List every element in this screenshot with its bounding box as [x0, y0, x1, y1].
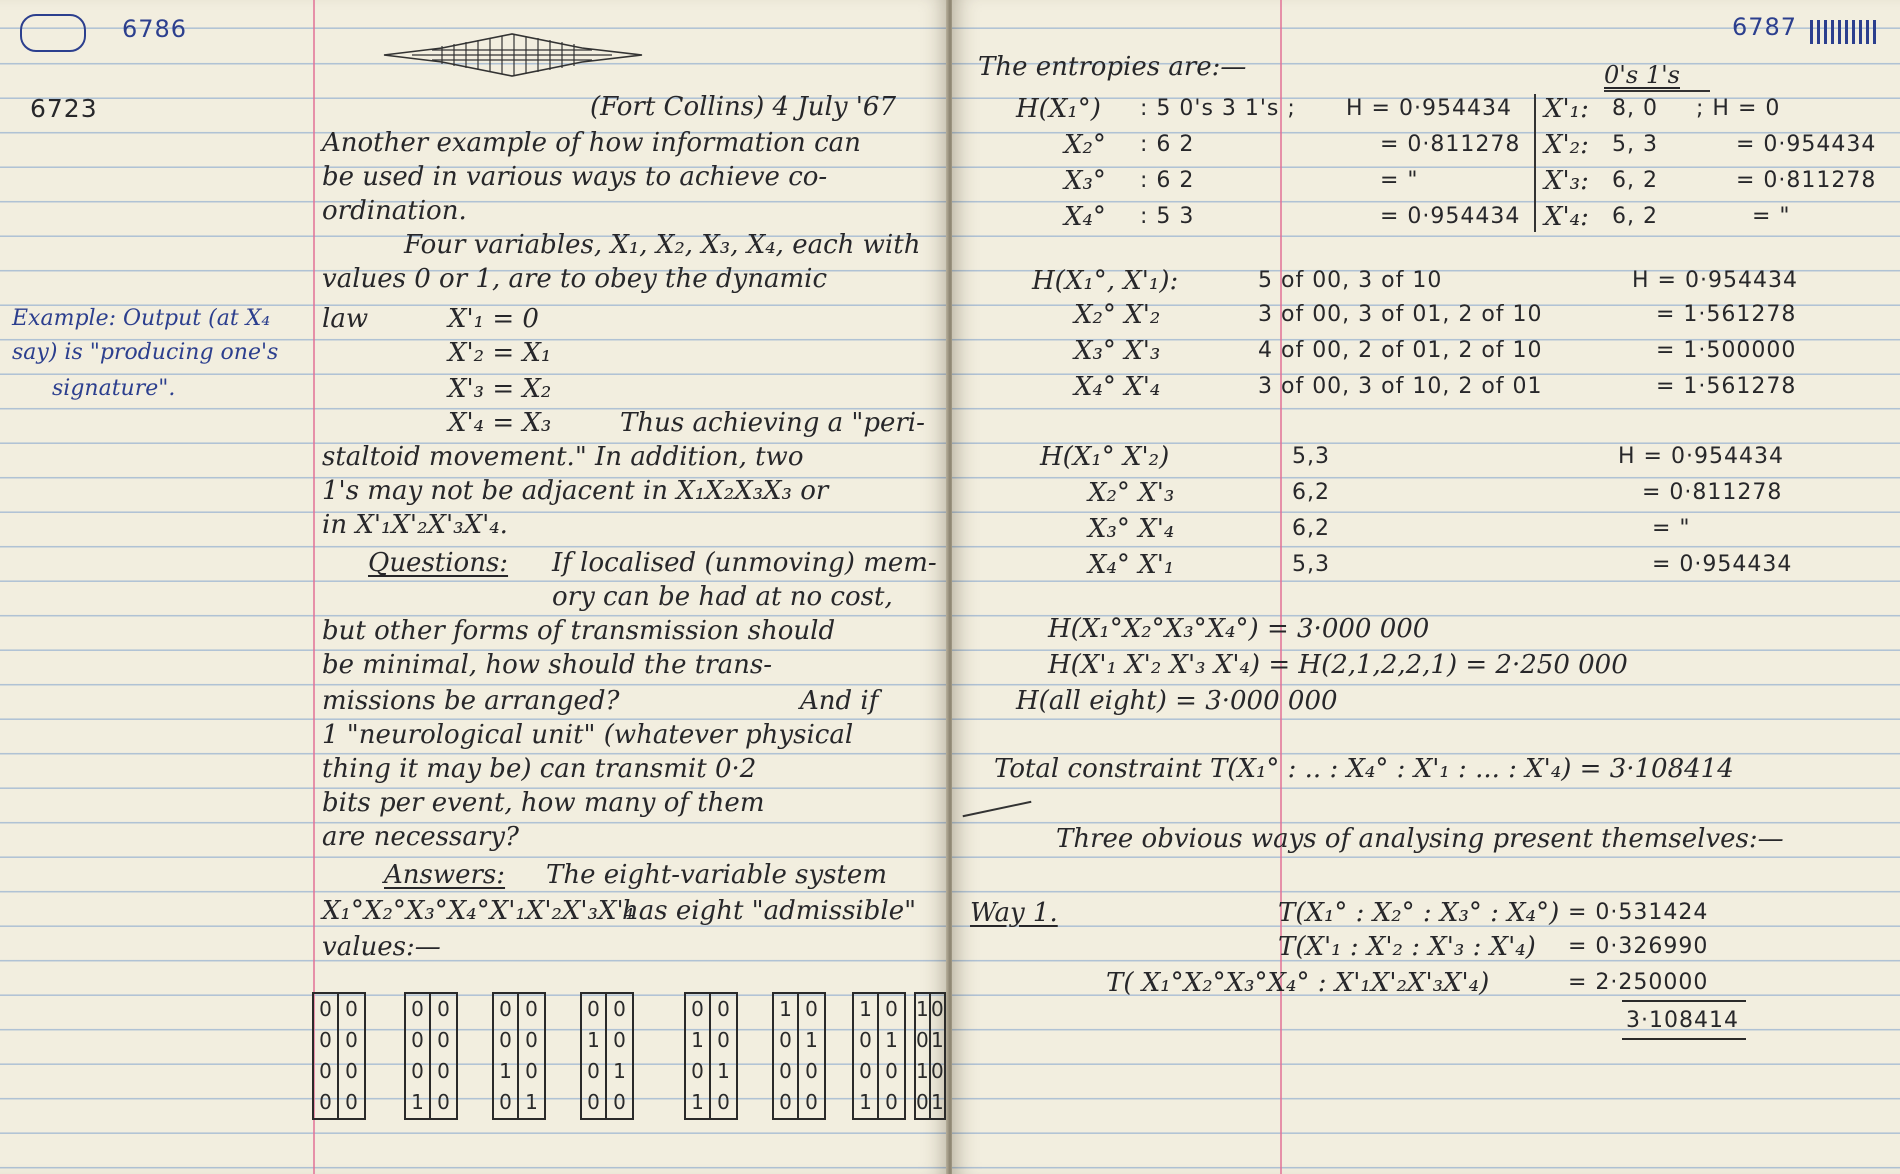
joint-entropy: H(X'₁ X'₂ X'₃ X'₄) = H(2,1,2,2,1) = 2·250 000: [1048, 650, 1628, 680]
table-cell: 0: [717, 997, 730, 1021]
table-cell: 0: [525, 1059, 538, 1083]
column-divider: [1534, 94, 1536, 232]
cross-counts: 6,2: [1292, 480, 1330, 505]
ink-stamp-icon: [20, 14, 86, 52]
left-page: [0, 0, 948, 1174]
table-cell: 0: [885, 1090, 898, 1114]
table-cell: 0: [717, 1090, 730, 1114]
table-cell: 0: [854, 1056, 879, 1087]
page-number: 6786: [122, 15, 188, 43]
table-cell: 0: [717, 1028, 730, 1052]
entropy-value: = 0·954434: [1736, 132, 1877, 157]
admissible-table: [404, 992, 458, 1120]
body-line: in X'₁X'₂X'₃X'₄.: [322, 510, 508, 540]
body-line: be used in various ways to achieve co-: [322, 162, 828, 192]
admissible-table: [772, 992, 826, 1120]
page-number: 6787: [1732, 13, 1798, 41]
table-cell: 0: [494, 1087, 519, 1118]
equation: X'₄ = X₃: [448, 408, 552, 438]
table-cell: 0: [885, 1059, 898, 1083]
table-cell: 0: [314, 1025, 339, 1056]
table-cell: 1: [686, 1025, 711, 1056]
body-line: bits per event, how many of them: [322, 788, 765, 818]
table-cell: 0: [582, 1056, 607, 1087]
body-line: missions be arranged?: [322, 686, 620, 716]
pair-desc: 3 of 00, 3 of 10, 2 of 01: [1258, 374, 1543, 399]
table-cell: 1: [916, 1056, 931, 1087]
cross-var: H(X₁° X'₂): [1040, 442, 1170, 472]
table-cell: 0: [406, 994, 431, 1025]
cross-entropy: H = 0·954434: [1618, 444, 1784, 469]
entropy-var: X₃°: [1064, 166, 1106, 196]
pair-var: H(X₁°, X'₁):: [1032, 266, 1179, 296]
entropy-var: X₄°: [1064, 202, 1106, 232]
table-cell: 0: [437, 997, 450, 1021]
cross-counts: 5,3: [1292, 444, 1330, 469]
cross-entropy: = 0·954434: [1652, 552, 1793, 577]
table-cell: 0: [525, 1028, 538, 1052]
entropy-var: X'₂:: [1544, 130, 1589, 160]
body-line: values:—: [322, 932, 441, 962]
body-line: ory can be had at no cost,: [552, 582, 893, 612]
table-cell: 0: [854, 1025, 879, 1056]
table-cell: 1: [686, 1087, 711, 1118]
total-constraint: Total constraint T(X₁° : .. : X₄° : X'₁ : ... : X'₄) = 3·108414: [994, 754, 1734, 784]
body-line: Thus achieving a "peri-: [620, 408, 925, 438]
table-cell: 0: [314, 1056, 339, 1087]
way-value: = 0·326990: [1568, 934, 1709, 959]
cross-counts: 5,3: [1292, 552, 1330, 577]
entropy-value: = 0·811278: [1736, 168, 1877, 193]
equation: X'₁ = 0: [448, 304, 539, 334]
intro-line: The entropies are:—: [978, 52, 1247, 82]
table-cell: 0: [437, 1059, 450, 1083]
table-cell: 1: [931, 1028, 944, 1052]
body-line: 1 "neurological unit" (whatever physical: [322, 720, 854, 750]
table-cell: 0: [885, 997, 898, 1021]
cross-counts: 6,2: [1292, 516, 1330, 541]
entropy-var: X₂°: [1064, 130, 1106, 160]
admissible-table: [312, 992, 366, 1120]
pair-var: X₄° X'₄: [1074, 372, 1161, 402]
way-expression: T(X'₁ : X'₂ : X'₃ : X'₄): [1278, 932, 1536, 962]
pair-entropy: = 1·500000: [1656, 338, 1797, 363]
admissible-table: [914, 992, 946, 1120]
body-line: staltoid movement." In addition, two: [322, 442, 804, 472]
entropy-counts: 5, 3: [1612, 132, 1658, 157]
cross-entropy: = ": [1652, 516, 1691, 541]
table-cell: 0: [931, 997, 944, 1021]
column-header-rule: [1604, 90, 1710, 92]
table-cell: 0: [406, 1025, 431, 1056]
entropy-counts: 8, 0: [1612, 96, 1658, 121]
admissible-table: [580, 992, 634, 1120]
sum-rule: [1622, 1000, 1746, 1002]
entropy-counts: : 5 0's 3 1's ;: [1140, 96, 1296, 121]
table-cell: 1: [931, 1090, 944, 1114]
table-cell: 0: [686, 1056, 711, 1087]
table-cell: 0: [613, 1090, 626, 1114]
table-cell: 0: [437, 1028, 450, 1052]
body-line: Another example of how information can: [322, 128, 861, 158]
table-cell: 0: [494, 994, 519, 1025]
body-line: law: [322, 304, 369, 334]
table-cell: 1: [774, 994, 799, 1025]
cross-var: X₄° X'₁: [1088, 550, 1175, 580]
table-cell: 1: [916, 994, 931, 1025]
entropy-counts: 6, 2: [1612, 204, 1658, 229]
sum-rule: [1622, 1038, 1746, 1040]
entropy-counts: : 6 2: [1140, 132, 1195, 157]
table-cell: 0: [345, 1028, 358, 1052]
body-line: values 0 or 1, are to obey the dynamic: [322, 264, 828, 294]
body-line: be minimal, how should the trans-: [322, 650, 773, 680]
admissible-table: [852, 992, 906, 1120]
admissible-table: [492, 992, 546, 1120]
body-line: ordination.: [322, 196, 467, 226]
table-cell: 0: [345, 1090, 358, 1114]
equation: X₁°X₂°X₃°X₄°X'₁X'₂X'₃X'₄: [322, 896, 635, 926]
joint-entropy: H(X₁°X₂°X₃°X₄°) = 3·000 000: [1048, 614, 1430, 644]
table-cell: 1: [854, 994, 879, 1025]
cross-entropy: = 0·811278: [1642, 480, 1783, 505]
table-cell: 1: [494, 1056, 519, 1087]
pair-var: X₃° X'₃: [1074, 336, 1161, 366]
margin-note-line: signature".: [52, 376, 176, 401]
entropy-var: X'₁:: [1544, 94, 1589, 124]
table-cell: 0: [931, 1059, 944, 1083]
table-cell: 0: [437, 1090, 450, 1114]
table-cell: 0: [805, 1090, 818, 1114]
table-cell: 0: [582, 1087, 607, 1118]
table-cell: 1: [525, 1090, 538, 1114]
entropy-counts: 6, 2: [1612, 168, 1658, 193]
pair-entropy: H = 0·954434: [1632, 268, 1798, 293]
table-cell: 0: [805, 997, 818, 1021]
questions-heading: Questions:: [368, 548, 509, 578]
way-expression: T(X₁° : X₂° : X₃° : X₄°): [1278, 898, 1560, 928]
body-line: are necessary?: [322, 822, 519, 852]
margin-note-line: Example: Output (at X₄: [12, 306, 271, 331]
pair-entropy: = 1·561278: [1656, 302, 1797, 327]
way-expression: T( X₁°X₂°X₃°X₄° : X'₁X'₂X'₃X'₄): [1106, 968, 1490, 998]
entry-heading: (Fort Collins) 4 July '67: [590, 92, 897, 122]
table-cell: 0: [774, 1025, 799, 1056]
table-cell: 0: [345, 997, 358, 1021]
margin-note-line: say) is "producing one's: [12, 340, 279, 365]
table-cell: 0: [805, 1059, 818, 1083]
body-line: The eight-variable system: [546, 860, 887, 890]
table-cell: 1: [885, 1028, 898, 1052]
body-line: Four variables, X₁, X₂, X₃, X₄, each with: [404, 230, 921, 260]
entropy-counts: : 5 3: [1140, 204, 1195, 229]
entropy-var: X'₄:: [1544, 202, 1589, 232]
cross-var: X₃° X'₄: [1088, 514, 1175, 544]
entropy-var: H(X₁°): [1016, 94, 1101, 124]
body-line: 1's may not be adjacent in X₁X₂X₃X₃ or: [322, 476, 829, 506]
way-value: = 0·531424: [1568, 900, 1709, 925]
pair-var: X₂° X'₂: [1074, 300, 1161, 330]
body-line: thing it may be) can transmit 0·2: [322, 754, 757, 784]
table-cell: 0: [613, 1028, 626, 1052]
body-line: but other forms of transmission should: [322, 616, 836, 646]
pair-entropy: = 1·561278: [1656, 374, 1797, 399]
body-line: has eight "admissible": [622, 896, 917, 926]
pair-desc: 3 of 00, 3 of 01, 2 of 10: [1258, 302, 1543, 327]
table-cell: 0: [525, 997, 538, 1021]
table-cell: 0: [916, 1087, 931, 1118]
way-value: = 2·250000: [1568, 970, 1709, 995]
table-cell: 0: [314, 1087, 339, 1118]
table-cell: 0: [916, 1025, 931, 1056]
admissible-table: [684, 992, 738, 1120]
signature-drawing: [382, 28, 644, 82]
entropy-counts: : 6 2: [1140, 168, 1195, 193]
entropy-value: H = 0·954434: [1346, 96, 1512, 121]
table-cell: 0: [314, 994, 339, 1025]
table-cell: 0: [774, 1087, 799, 1118]
column-header: 0's 1's: [1604, 61, 1680, 89]
table-cell: 0: [613, 997, 626, 1021]
body-line: If localised (unmoving) mem-: [552, 548, 937, 578]
ways-intro: Three obvious ways of analysing present themselves:—: [1056, 824, 1784, 854]
ink-stamp-icon: [1810, 20, 1878, 44]
entropy-value: ; H = 0: [1696, 96, 1781, 121]
pair-desc: 5 of 00, 3 of 10: [1258, 268, 1443, 293]
table-cell: 0: [686, 994, 711, 1025]
table-cell: 1: [582, 1025, 607, 1056]
pen-stroke: [963, 801, 1032, 818]
entropy-var: X'₃:: [1544, 166, 1589, 196]
body-line: And if: [800, 686, 879, 716]
table-cell: 0: [345, 1059, 358, 1083]
table-cell: 0: [406, 1056, 431, 1087]
table-cell: 0: [494, 1025, 519, 1056]
answers-heading: Answers:: [384, 860, 506, 890]
way-total: 3·108414: [1626, 1008, 1739, 1033]
entropy-value: = 0·811278: [1380, 132, 1521, 157]
right-page: [952, 0, 1900, 1174]
table-cell: 1: [613, 1059, 626, 1083]
entropy-value: = ": [1752, 204, 1791, 229]
table-cell: 1: [717, 1059, 730, 1083]
entropy-value: = 0·954434: [1380, 204, 1521, 229]
table-cell: 1: [406, 1087, 431, 1118]
table-cell: 1: [854, 1087, 879, 1118]
equation: X'₂ = X₁: [448, 338, 552, 368]
pair-desc: 4 of 00, 2 of 01, 2 of 10: [1258, 338, 1543, 363]
way-label: Way 1.: [970, 898, 1058, 928]
entropy-value: = ": [1380, 168, 1419, 193]
joint-entropy: H(all eight) = 3·000 000: [1016, 686, 1338, 716]
table-cell: 0: [774, 1056, 799, 1087]
cross-var: X₂° X'₃: [1088, 478, 1175, 508]
table-cell: 1: [805, 1028, 818, 1052]
entry-number: 6723: [30, 94, 98, 123]
table-cell: 0: [582, 994, 607, 1025]
equation: X'₃ = X₂: [448, 374, 552, 404]
